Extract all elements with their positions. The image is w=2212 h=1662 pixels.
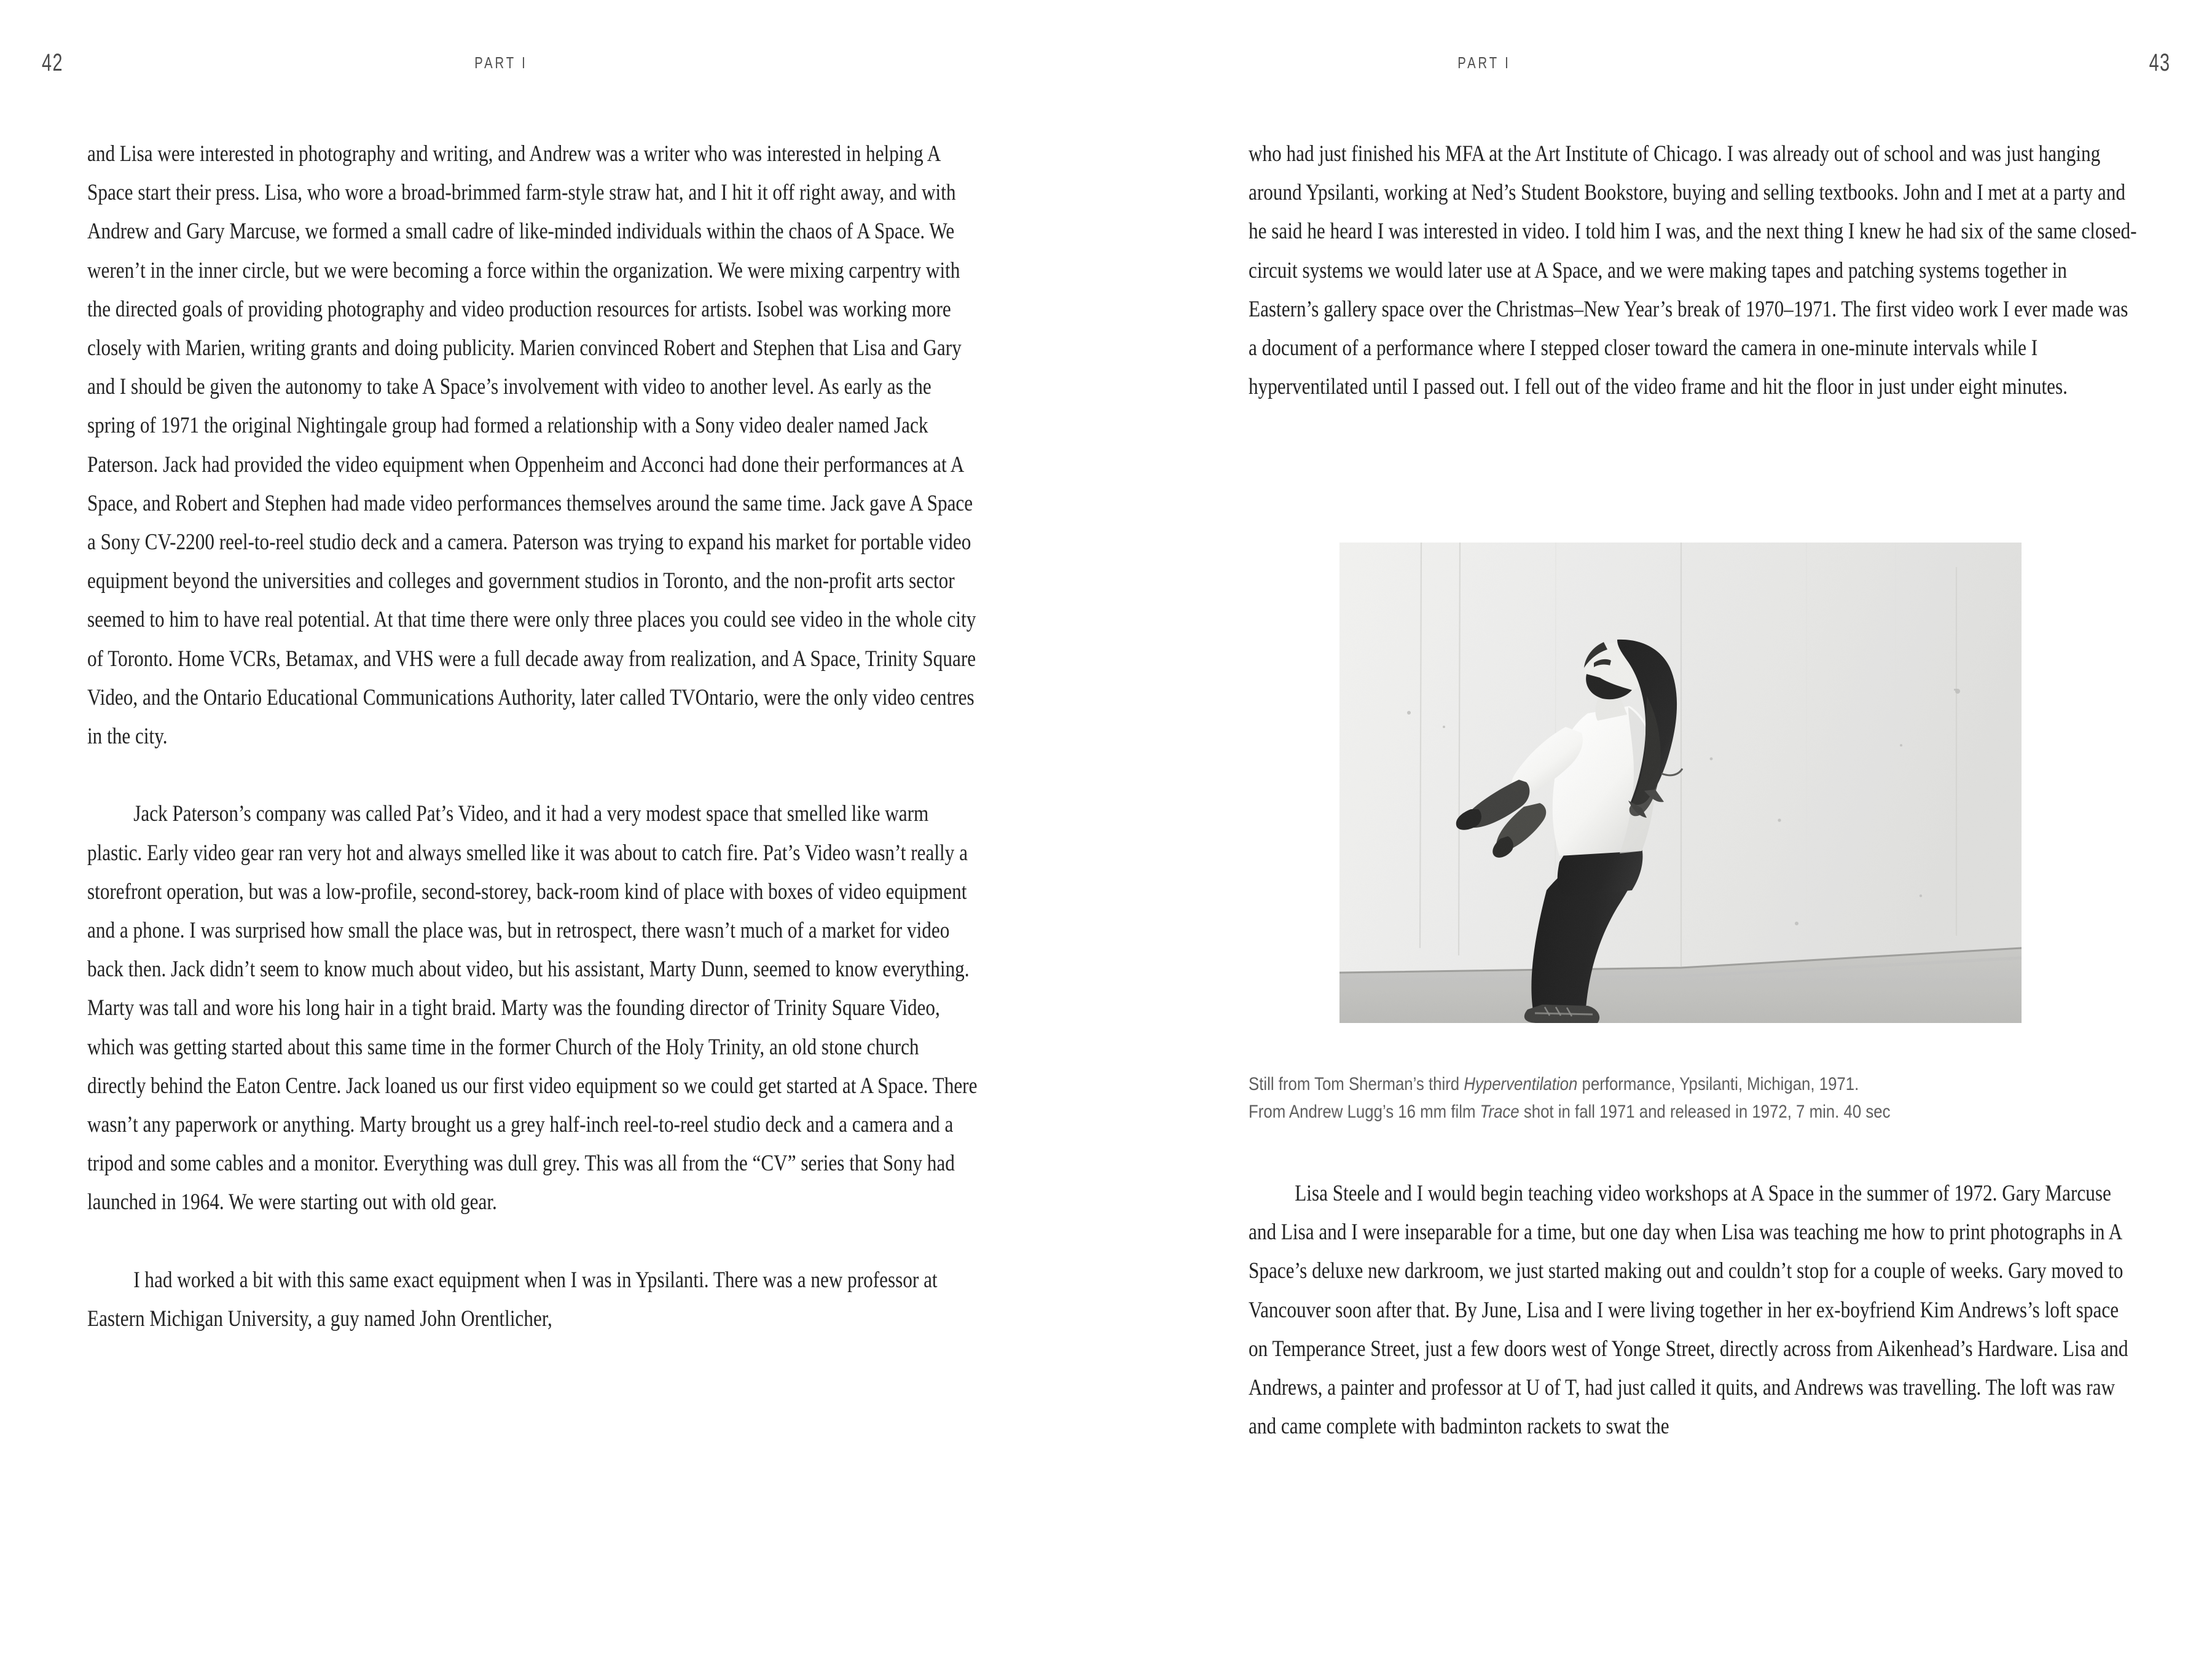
paragraph: Jack Paterson’s company was called Pat’s Video, and it had a very modest space that smelled like warm plastic. Early video gear ran very hot and always smelled like it was about to catch fire. Pat’s Video wasn’t really a storefront operation, but was a low-profile, second-storey, back-room kind of place with boxes of video equipment and a phone. I was surprised how small the place was, but in retrospect, there wasn’t much of a market for video back then. Jack didn’t seem to know much about video, but his assistant, Marty Dunn, seemed to know everything. Marty was tall and wore his long hair in a tight braid. Marty was the founding director of Trinity Square Video, which was getting started about this same time in the former Church of the Holy Trinity, an old stone church directly behind the Eaton Centre. Jack loaned us our first video equipment so we could get started at A Space. There wasn’t any paperwork or anything. Marty brought us a grey half-inch reel-to-reel studio deck and a camera and a tripod and some cables and a monitor. Everything was dull grey. This was all from the “CV” series that Sony had launched in 1964. We were starting out with old gear.: [87, 801, 978, 1215]
caption-text: From Andrew Lugg’s 16 mm film: [1249, 1102, 1480, 1122]
page-number-right: 43: [2149, 49, 2170, 76]
figure-hyperventilation-still: [1339, 543, 2022, 1023]
caption-italic-title: Trace: [1480, 1102, 1520, 1122]
caption-text: shot in fall 1971 and released in 1972, 7 min. 40 sec: [1519, 1102, 1891, 1122]
caption-text: performance, Ypsilanti, Michigan, 1971.: [1577, 1074, 1859, 1094]
left-column-body: [87, 134, 978, 1338]
caption-line-1: [1249, 1070, 2157, 1098]
page-number-left: 42: [42, 49, 63, 76]
paragraph: and Lisa were interested in photography and writing, and Andrew was a writer who was interested in helping A Space start their press. Lisa, who wore a broad-brimmed farm-style straw hat, and I hit it off right away, and with Andrew and Gary Marcuse, we formed a small cadre of like-minded individuals within the chaos of A Space. We weren’t in the inner circle, but we were becoming a force within the organization. We were mixing carpentry with the directed goals of providing photography and video production resources for artists. Isobel was working more closely with Marien, writing grants and doing publicity. Marien convinced Robert and Stephen that Lisa and Gary and I should be given the autonomy to take A Space’s involvement with video to another level. As early as the spring of 1971 the original Nightingale group had formed a relationship with a Sony video dealer named Jack Paterson. Jack had provided the video equipment when Oppenheim and Acconci had done their performances at A Space, and Robert and Stephen had made video performances themselves around the same time. Jack gave A Space a Sony CV-2200 reel-to-reel studio deck and a camera. Paterson was trying to expand his market for portable video equipment beyond the universities and colleges and government studios in Toronto, and the non-profit arts sector seemed to him to have real potential. At that time there were only three places you could see video in the whole city of Toronto. Home VCRs, Betamax, and VHS were a full decade away from realization, and A Space, Trinity Square Video, and the Ontario Educational Communications Authority, later called TVOntario, were the only video centres in the city.: [87, 141, 976, 749]
paragraph: Lisa Steele and I would begin teaching video workshops at A Space in the summer of 1972. Gary Marcuse and Lisa and I were inseparable for a time, but one day when Lisa was teaching me how to print photographs in A Space’s deluxe new darkroom, we just started making out and couldn’t stop for a couple of weeks. Gary moved to Vancouver soon after that. By June, Lisa and I were living together in her ex-boyfriend Kim Andrews’s loft space on Temperance Street, just a few doors west of Yonge Street, directly across from Aikenhead’s Hardware. Lisa and Andrews, a painter and professor at U of T, had just called it quits, and Andrews was travelling. The loft was raw and came complete with badminton rackets to swat the: [1249, 1180, 2128, 1439]
photograph-svg: [1339, 543, 2022, 1023]
caption-italic-title: Hyperventilation: [1464, 1074, 1578, 1094]
right-column-body-top: [1249, 134, 2139, 406]
figure-caption: [1249, 1070, 2157, 1126]
paragraph: I had worked a bit with this same exact equipment when I was in Ypsilanti. There was a new professor at Eastern Michigan University, a guy named John Orentlicher,: [87, 1266, 938, 1331]
caption-text: Still from Tom Sherman’s third: [1249, 1074, 1464, 1094]
caption-line-2: [1249, 1098, 2157, 1126]
running-head-left: PART I: [474, 53, 528, 72]
paragraph: who had just finished his MFA at the Art Institute of Chicago. I was already out of school and was just hanging around Ypsilanti, working at Ned’s Student Bookstore, buying and selling textbooks. John and I met at a party and he said he heard I was interested in video. I told him I was, and the next thing I knew he had six of the same closed-circuit systems we would later use at A Space, and we were making tapes and patching systems together in Eastern’s gallery space over the Christmas–New Year’s break of 1970–1971. The first video work I ever made was a document of a performance where I stepped closer toward the camera in one-minute intervals while I hyperventilated until I passed out. I fell out of the video frame and hit the floor in just under eight minutes.: [1249, 141, 2137, 399]
running-head-right: PART I: [1457, 53, 1511, 72]
right-column-body-bottom: [1249, 1174, 2139, 1445]
photograph: [1339, 543, 2022, 1023]
